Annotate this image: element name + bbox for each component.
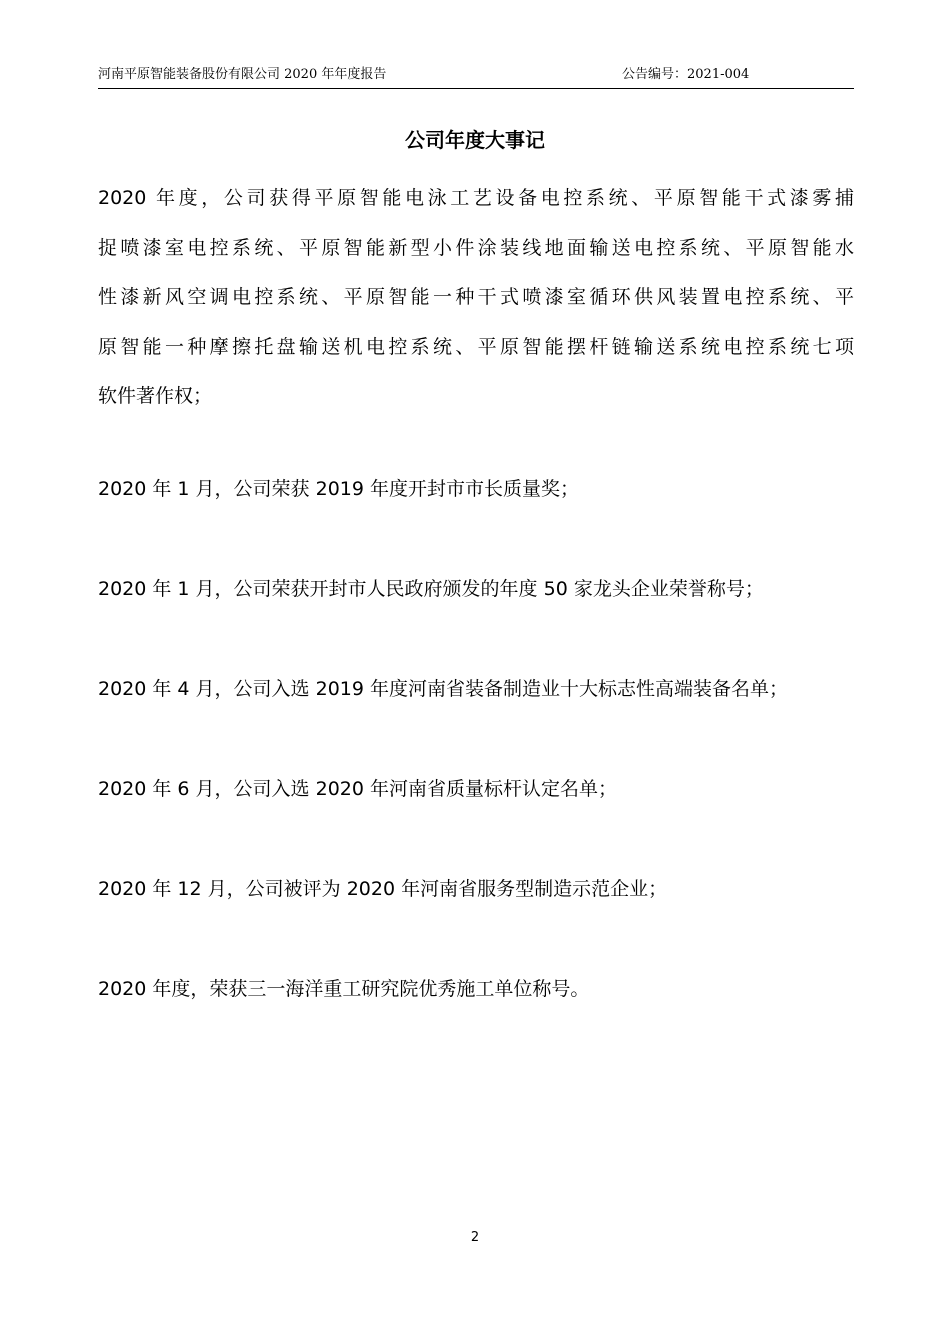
intro-line: 捉喷漆室电控系统、平原智能新型小件涂装线地面输送电控系统、平原智能水 xyxy=(98,236,854,259)
intro-line: 软件著作权； xyxy=(98,385,213,407)
intro-line: 2020 年度，公司获得平原智能电泳工艺设备电控系统、平原智能干式漆雾捕 xyxy=(98,187,854,209)
event-item: 2020 年 6 月，公司入选 2020 年河南省质量标杆认定名单； xyxy=(98,778,617,800)
event-item: 2020 年度，荣获三一海洋重工研究院优秀施工单位称号。 xyxy=(98,978,590,1000)
event-item: 2020 年 12 月，公司被评为 2020 年河南省服务型制造示范企业； xyxy=(98,878,668,900)
event-item: 2020 年 1 月，公司荣获 2019 年度开封市市长质量奖； xyxy=(98,478,579,500)
intro-paragraph xyxy=(98,174,854,422)
page-number: 2 xyxy=(470,1230,480,1245)
event-item: 2020 年 4 月，公司入选 2019 年度河南省装备制造业十大标志性高端装备名单； xyxy=(98,678,788,700)
intro-line: 性漆新风空调电控系统、平原智能一种干式喷漆室循环供风装置电控系统、平 xyxy=(98,286,854,308)
header-company-report: 河南平原智能装备股份有限公司 2020 年年度报告 xyxy=(98,67,387,82)
header-announcement-number: 公告编号：2021-004 xyxy=(622,67,750,82)
event-item: 2020 年 1 月，公司荣获开封市人民政府颁发的年度 50 家龙头企业荣誉称号； xyxy=(98,578,764,600)
intro-line: 原智能一种摩擦托盘输送机电控系统、平原智能摆杆链输送系统电控系统七项 xyxy=(98,335,854,358)
page-title: 公司年度大事记 xyxy=(405,128,545,152)
page-header xyxy=(98,66,854,89)
